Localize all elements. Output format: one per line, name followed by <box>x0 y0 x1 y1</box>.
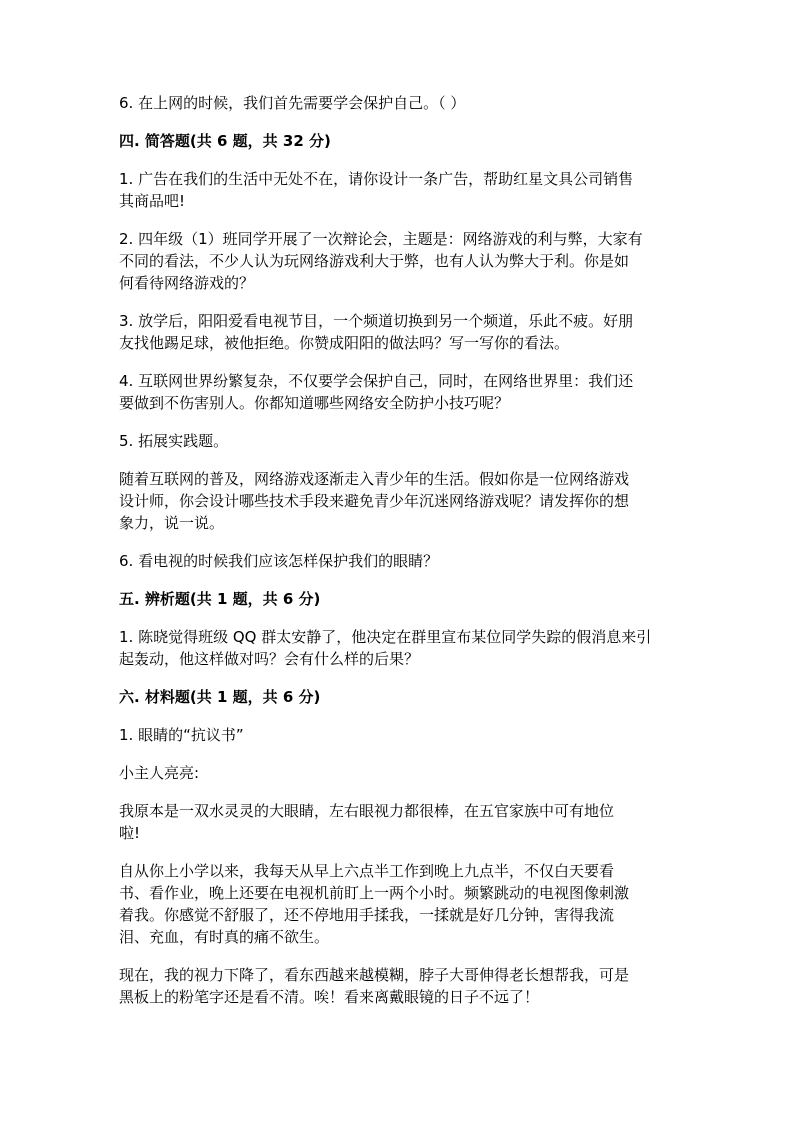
text-line: 要做到不伤害别人。你都知道哪些网络安全防护小技巧呢？ <box>119 394 510 412</box>
letter-paragraph-1 <box>119 800 679 844</box>
text-line: 1. 广告在我们的生活中无处不在，请你设计一条广告，帮助红星文具公司销售 <box>119 170 634 188</box>
text-line: 其商品吧! <box>119 192 186 210</box>
text-line: 象力，说一说。 <box>119 514 225 532</box>
section-5-heading: 五. 辨析题(共 1 题，共 6 分) <box>119 590 321 608</box>
text-line: 不同的看法，不少人认为玩网络游戏利大于弊，也有人认为弊大于利。你是如 <box>119 252 630 270</box>
section-4-question-1 <box>119 168 679 212</box>
section-4-question-6: 6. 看电视的时候我们应该怎样保护我们的眼睛？ <box>119 552 439 570</box>
section-6-heading: 六. 材料题(共 1 题，共 6 分) <box>119 688 321 706</box>
section-6-question-1: 1. 眼睛的“抗议书” <box>119 726 244 744</box>
text-line: 着我。你感觉不舒服了，还不停地用手揉我，一揉就是好几分钟，害得我流 <box>119 906 615 924</box>
letter-paragraph-3 <box>119 964 679 1008</box>
section-4-question-4 <box>119 370 679 414</box>
section-4-heading: 四. 简答题(共 6 题，共 32 分) <box>119 132 331 150</box>
section-4-question-3 <box>119 310 679 354</box>
text-line: 自从你上小学以来，我每天从早上六点半工作到晚上九点半，不仅白天要看 <box>119 862 615 880</box>
text-line: 1. 陈晓觉得班级 QQ 群太安静了，他决定在群里宣布某位同学失踪的假消息来引 <box>119 628 652 646</box>
text-line: 随着互联网的普及，网络游戏逐渐走入青少年的生活。假如你是一位网络游戏 <box>119 470 630 488</box>
text-line: 现在，我的视力下降了，看东西越来越模糊，脖子大哥伸得老长想帮我，可是 <box>119 966 630 984</box>
text-line: 友找他踢足球，被他拒绝。你赞成阳阳的做法吗？写一写你的看法。 <box>119 334 570 352</box>
letter-paragraph-2 <box>119 860 679 948</box>
text-line: 起轰动，他这样做对吗？会有什么样的后果？ <box>119 650 420 668</box>
section-4-question-5-body <box>119 468 679 534</box>
text-line: 我原本是一双水灵灵的大眼睛，左右眼视力都很棒，在五官家族中可有地位 <box>119 802 615 820</box>
section-5-question-1 <box>119 626 679 670</box>
text-line: 3. 放学后，阳阳爱看电视节目，一个频道切换到另一个频道，乐此不疲。好朋 <box>119 312 634 330</box>
section-4-question-5: 5. 拓展实践题。 <box>119 432 229 450</box>
text-line: 黑板上的粉笔字还是看不清。唉！看来离戴眼镜的日子不远了！ <box>119 988 540 1006</box>
text-line: 设计师，你会设计哪些技术手段来避免青少年沉迷网络游戏呢？请发挥你的想 <box>119 492 630 510</box>
text-line: 啦! <box>119 824 141 842</box>
text-line: 何看待网络游戏的？ <box>119 274 255 292</box>
text-line: 2. 四年级（1）班同学开展了一次辩论会，主题是：网络游戏的利与弊，大家有 <box>119 230 643 248</box>
text-line: 泪、充血，有时真的痛不欲生。 <box>119 928 330 946</box>
text-line: 书、看作业，晚上还要在电视机前盯上一两个小时。频繁跳动的电视图像刺激 <box>119 884 630 902</box>
letter-greeting: 小主人亮亮: <box>119 764 200 782</box>
document-page <box>119 92 679 1024</box>
question-6-true-false: 6. 在上网的时候，我们首先需要学会保护自己。（ ） <box>119 94 466 112</box>
text-line: 4. 互联网世界纷繁复杂，不仅要学会保护自己，同时，在网络世界里：我们还 <box>119 372 634 390</box>
section-4-question-2 <box>119 228 679 294</box>
